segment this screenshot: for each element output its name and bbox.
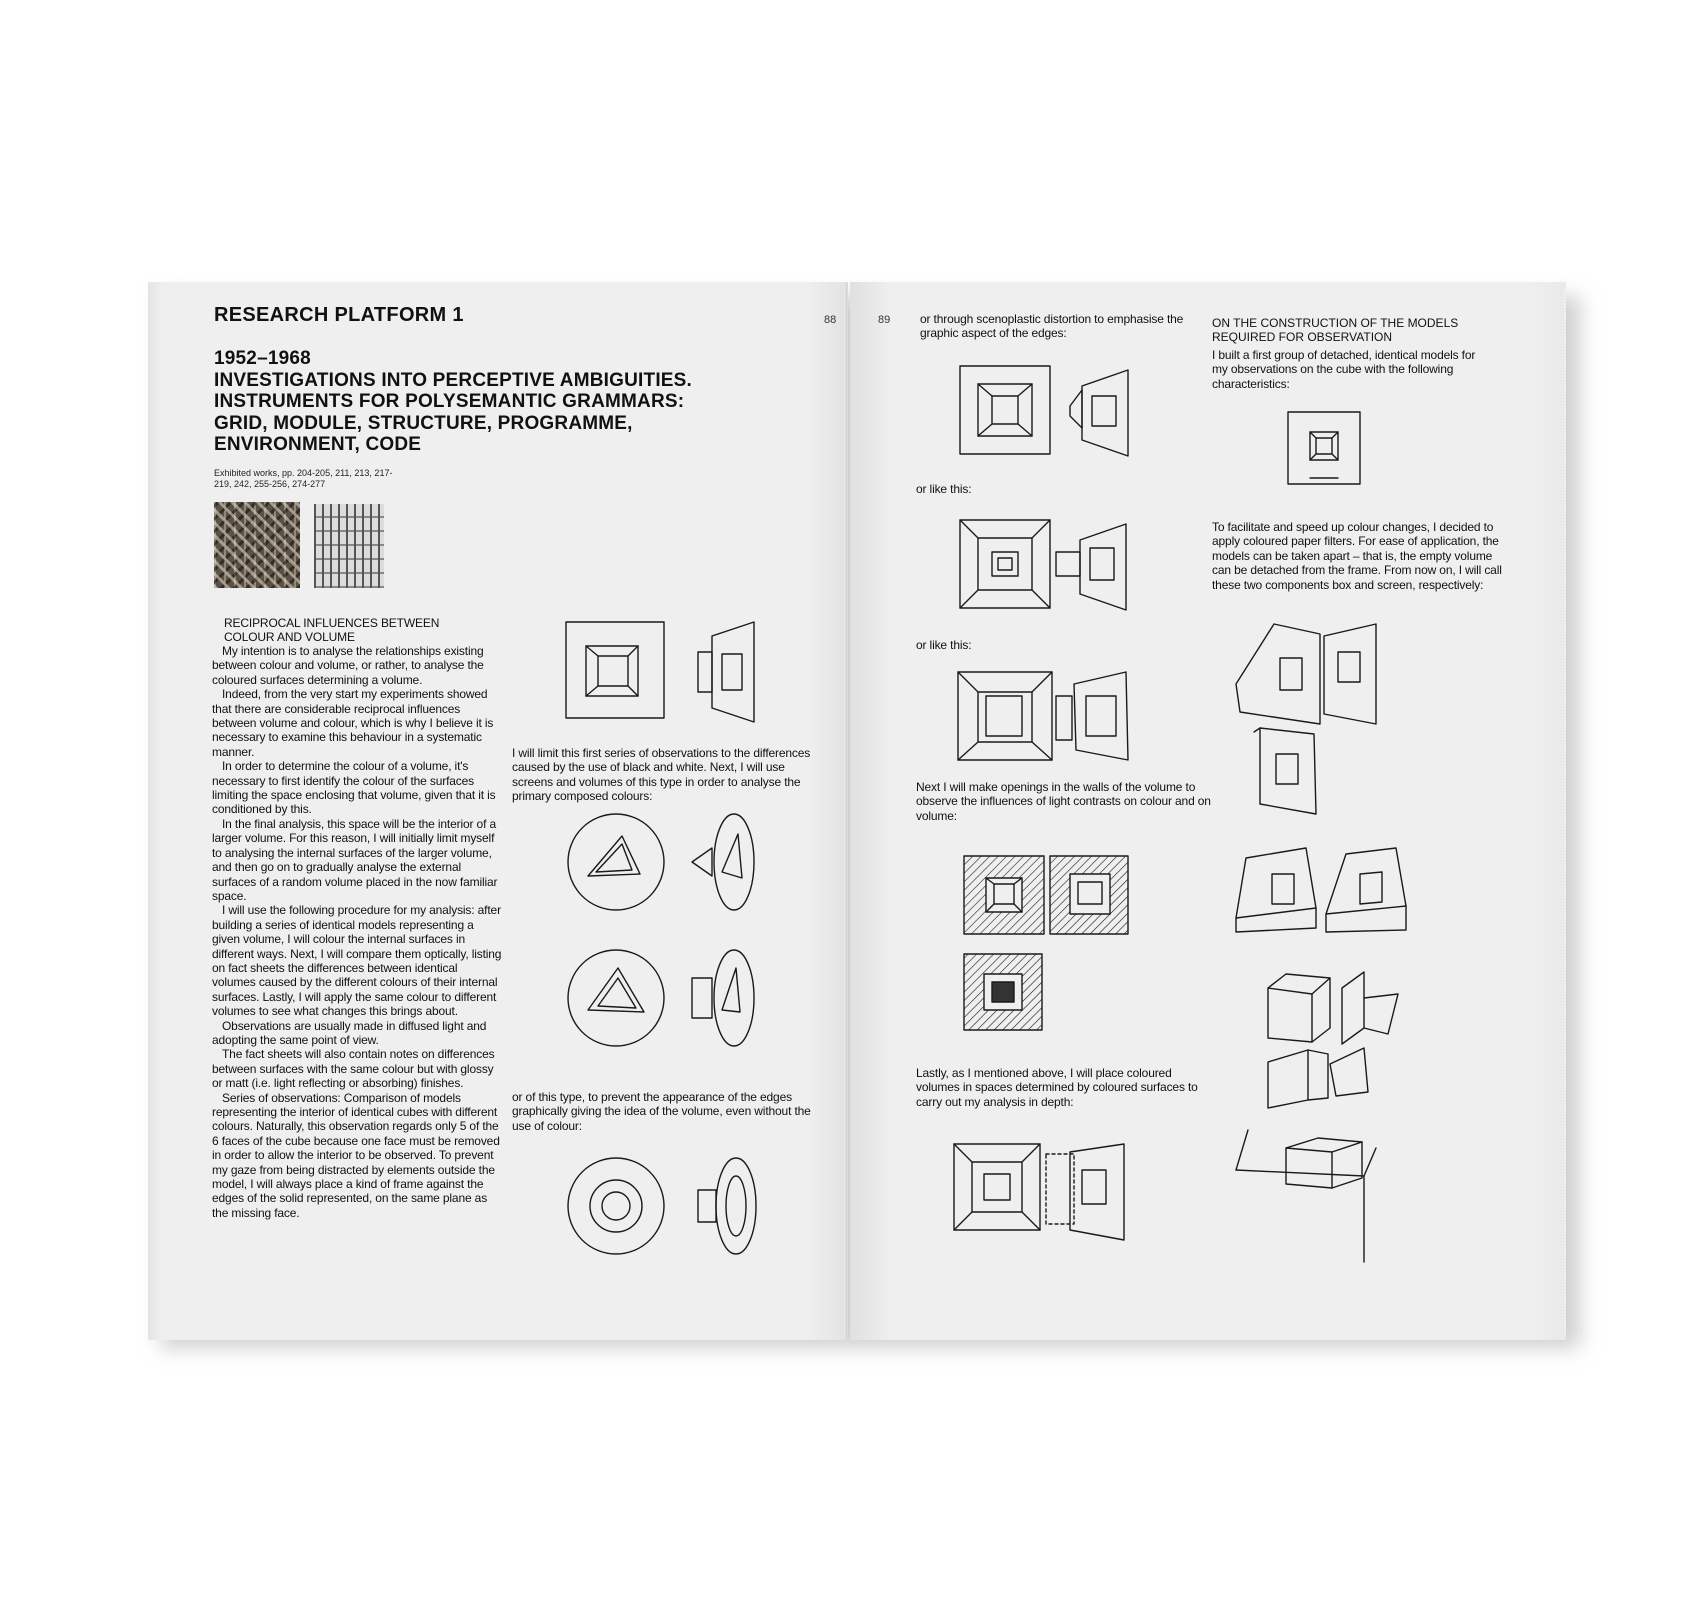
left-text-column (212, 616, 504, 1220)
chapter-heading (214, 348, 814, 456)
middle-text-1: I will limit this first series of observations to the differences caused by the use of black and white. Next, I will use screens and volumes of this type in order to analyse the primary composed colours: (512, 746, 811, 804)
sketch-cube-in-box (1236, 848, 1486, 948)
paragraph: My intention is to analyse the relationships existing between colour and volume, or rather, to analyse the coloured surfaces determining a volume. (212, 644, 484, 687)
paragraph: Series of observations: Comparison of models representing the interior of identical cubes with different colours. Naturally, this observation regards only 5 of the 6 faces of the cube because one face must be removed in order to allow the interior to be observed. To prevent my gaze from being distracted by elements outside the model, I will always place a kind of frame against the edges of the solid represented, on the same plane as the missing face. (212, 1090, 500, 1220)
right-col1-text-3: or like this: (916, 638, 972, 652)
heading-line: ENVIRONMENT, CODE (214, 434, 422, 455)
paragraph: I will use the following procedure for my analysis: after building a series of identical models representing a given volume, I will colour the internal surfaces in different ways. Next, I will compare them optically, listing on fact sheets the differences between identical volumes caused by the different colours of their internal surfaces. Lastly, I will apply the same colour to different volumes to see what changes this brings about. (212, 903, 502, 1019)
section-title (224, 616, 504, 644)
open-book (148, 282, 1566, 1340)
sketch-box-variant-2 (958, 672, 1178, 772)
right-col1-text-2: or like this: (916, 482, 972, 496)
sketch-cube-unfolded (1268, 968, 1438, 1118)
sketch-box-and-screen (1236, 624, 1486, 804)
sketch-dimensioned-frame (1288, 412, 1368, 492)
construction-heading (1212, 316, 1492, 344)
sketch-hatched-boxes (964, 856, 1164, 1066)
paragraph: Indeed, from the very start my experiments showed that there are considerable reciprocal influences between volume and colour, which is why I believe it is necessary to examine this behaviour in a systematic manner. (212, 687, 494, 759)
section-title-line: RECIPROCAL INFLUENCES BETWEEN (224, 616, 440, 630)
right-col1-text-4: Next I will make openings in the walls of the volume to observe the influences of light contrasts on colour and on volume: (916, 780, 1211, 823)
sketch-square-box (566, 622, 786, 722)
sketch-distorted-box (960, 366, 1180, 466)
heading-line: 1952–1968 (214, 348, 311, 369)
sketch-volume-in-space (954, 1144, 1174, 1244)
paragraph: In order to determine the colour of a volume, it's necessary to first identify the colour of the surfaces limiting the space enclosing that volume, given that it is conditioned by this. (212, 759, 496, 817)
sketch-circle-triangle (566, 814, 786, 1064)
book-spine (846, 282, 848, 1340)
sketch-volume-on-table (1236, 1130, 1406, 1270)
right-col2-text-2: To facilitate and speed up colour changes, I decided to apply coloured paper filters. For ease of application, the models can be taken apart – that is, the empty volume can be detached from the frame. From now on, I will call these two components box and screen, respectively: (1212, 520, 1502, 592)
sketch-concentric-circles (566, 1154, 786, 1274)
left-page (148, 282, 848, 1340)
right-page (850, 282, 1566, 1340)
exhibited-works-note: Exhibited works, pp. 204-205, 211, 213, 217-219, 242, 255-256, 274-277 (214, 468, 393, 489)
construction-heading-line: REQUIRED FOR OBSERVATION (1212, 330, 1393, 344)
left-page-number: 88 (824, 314, 837, 326)
page-edge (1564, 288, 1566, 1334)
artwork-thumbnail-structure (314, 504, 384, 588)
section-title-line: COLOUR AND VOLUME (224, 630, 355, 644)
paragraph: The fact sheets will also contain notes on differences between surfaces with the same colour but with glossy or matt (i.e. light reflecting or absorbing) finishes. (212, 1047, 495, 1091)
right-col1-text-5: Lastly, as I mentioned above, I will place coloured volumes in spaces determined by coloured surfaces to carry out my analysis in depth: (916, 1066, 1198, 1109)
paragraph: In the final analysis, this space will be the interior of a larger volume. For this reason, I will initially limit myself to analysing the internal surfaces of the larger volume, and then go on to gradually analyse the external surfaces of a random volume placed in the now familiar space. (212, 816, 498, 903)
right-col2-text-1: I built a first group of detached, identical models for my observations on the cube with the following characteristics: (1212, 348, 1476, 391)
middle-text-2: or of this type, to prevent the appearance of the edges graphically giving the idea of the volume, even without the use of colour: (512, 1090, 811, 1133)
heading-line: INVESTIGATIONS INTO PERCEPTIVE AMBIGUITIES. (214, 369, 693, 391)
sketch-box-variant-1 (960, 520, 1180, 620)
right-col1-text-1: or through scenoplastic distortion to emphasise the graphic aspect of the edges: (920, 312, 1184, 341)
heading-line: GRID, MODULE, STRUCTURE, PROGRAMME, (214, 412, 633, 434)
paragraph: Observations are usually made in diffused light and adopting the same point of view. (212, 1018, 487, 1047)
page-title: RESEARCH PLATFORM 1 (214, 304, 464, 326)
right-page-number: 89 (878, 314, 891, 326)
heading-line: INSTRUMENTS FOR POLYSEMANTIC GRAMMARS: (214, 391, 685, 412)
artwork-thumbnail-relief (214, 502, 300, 588)
construction-heading-line: ON THE CONSTRUCTION OF THE MODELS (1212, 316, 1459, 330)
